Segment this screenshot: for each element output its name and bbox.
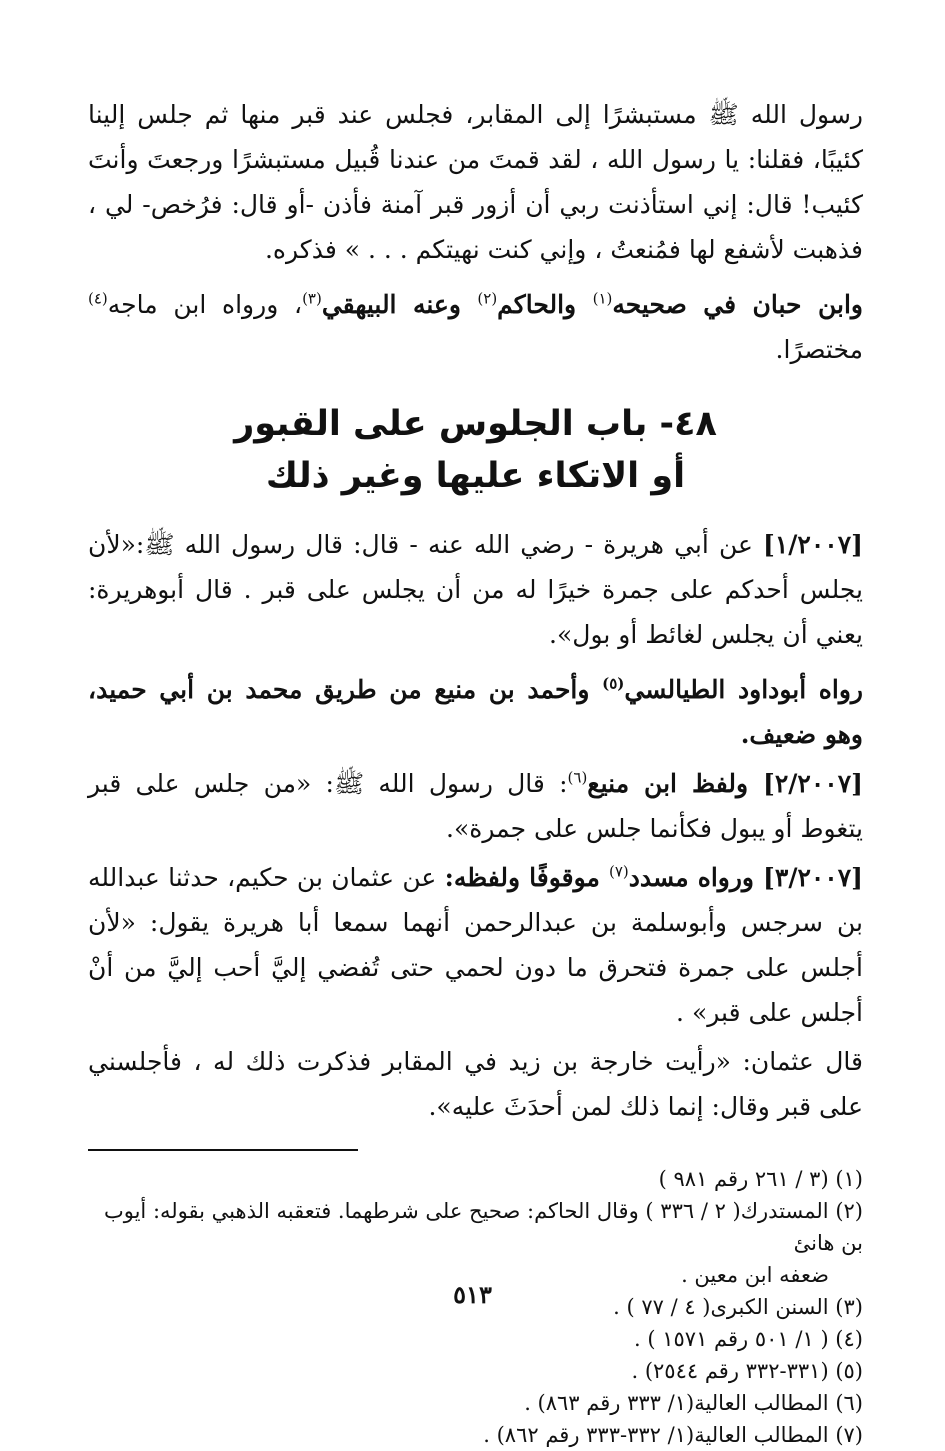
hadith-3-text: عن عثمان بن حكيم، حدثنا عبدالله بن سرجس وأبوسلمة بن عبدالرحمن أنهما سمعا أبا هريرة يقول: «لأن أجلس على جمرة فتحرق ما دون لحمي حتى تُفضي إليَّ أحب إليَّ من أنْ أجلس على قبر» . xyxy=(88,863,863,1027)
footnote-2: (٢) المستدرك( ٢ / ٣٣٦ ) وقال الحاكم: صحيح على شرطهما. فتعقبه الذهبي بقوله: أيوب بن هانئ xyxy=(103,1199,863,1255)
footnote-5: (٥) (٣٣١-٣٣٢ رقم ٢٥٤٤) . xyxy=(631,1359,863,1383)
hadith-1-number: [١/٢٠٠٧] xyxy=(763,530,863,559)
takhrij-text-a: رواه أبوداود الطيالسي xyxy=(624,675,863,704)
footnote-6: (٦) المطالب العالية(١/ ٣٣٣ رقم ٨٦٣) . xyxy=(524,1391,863,1415)
hadith-3-number: [٣/٢٠٠٧] xyxy=(763,863,864,892)
attribution-text-a: وابن حبان في صحيحه xyxy=(612,290,863,319)
footnote-ref-3[interactable]: (٣) xyxy=(302,289,322,308)
attribution-text-d: ، ورواه ابن ماجه xyxy=(107,290,303,319)
attribution-paragraph xyxy=(88,282,863,372)
hadith-2 xyxy=(88,761,863,851)
takhrij-text-b: وأحمد بن منيع من طريق محمد بن أبي حميد، وهو ضعيف. xyxy=(88,675,863,749)
hadith-1 xyxy=(88,522,863,657)
hadith-1-takhrij xyxy=(88,667,863,757)
closing-paragraph: قال عثمان: «رأيت خارجة بن زيد في المقابر فذكرت ذلك له ، فأجلسني على قبر وقال: إنما ذلك لمن أحدَثَ عليه». xyxy=(88,1047,863,1121)
attribution-text-b: والحاكم xyxy=(497,290,593,319)
footnote-7: (٧) المطالب العالية(١/ ٣٣٢-٣٣٣ رقم ٨٦٢) . xyxy=(483,1423,863,1447)
chapter-title-line-2: أو الاتكاء عليها وغير ذلك xyxy=(265,456,686,496)
attribution-text-e: مختصرًا. xyxy=(775,335,863,364)
footnote-ref-4[interactable]: (٤) xyxy=(88,289,108,308)
footnote-ref-1[interactable]: (١) xyxy=(592,289,613,308)
footnote-ref-7[interactable]: (٧) xyxy=(608,862,629,881)
footnote-2-continued: ضعفه ابن معين . xyxy=(681,1263,829,1287)
intro-paragraph: رسول الله ﷺ مستبشرًا إلى المقابر، فجلس عند قبر منها ثم جلس إلينا كئيبًا، فقلنا: يا رسول الله ، لقد قمتَ من عندنا قُبيل مستبشرًا ورجعتَ وأنتَ كئيب! قال: إني استأذنت ربي أن أزور قبر آمنة فأذن -أو قال: فرُخص- لي ، فذهبت لأشفع لها فمُنعتُ ، وإني كنت نهيتكم . . . » فذكره. xyxy=(88,100,863,264)
hadith-2-text: : قال رسول الله ﷺ: «من جلس على قبر يتغوط أو يبول فكأنما جلس على جمرة». xyxy=(88,769,863,843)
attribution-text-c: وعنه البيهقي xyxy=(321,290,478,319)
hadith-2-lead: ولفظ ابن منيع xyxy=(587,769,764,798)
footnote-4: (٤) ( ١/ ٥٠١ رقم ١٥٧١ ) . xyxy=(634,1327,863,1351)
footnote-ref-5[interactable]: (٥) xyxy=(602,674,625,693)
footnote-ref-2[interactable]: (٢) xyxy=(477,289,498,308)
hadith-2-number: [٢/٢٠٠٧] xyxy=(763,769,863,798)
footnote-rule xyxy=(88,1149,358,1151)
hadith-3-lead: ورواه مسدد xyxy=(628,863,764,892)
chapter-title xyxy=(88,398,863,502)
footnote-1: (١) (٣ / ٢٦١ رقم ٩٨١ ) xyxy=(658,1167,863,1191)
footnote-separator xyxy=(88,1129,863,1159)
hadith-3 xyxy=(88,855,863,1035)
hadith-1-text: عن أبي هريرة - رضي الله عنه - قال: قال رسول الله ﷺ:«لأن يجلس أحدكم على جمرة خيرًا له من أن يجلس على قبر . قال أبوهريرة: يعني أن يجلس لغائط أو بول». xyxy=(88,530,863,649)
hadith-3-lead-2: موقوفًا ولفظه: xyxy=(444,863,609,892)
footnote-ref-6[interactable]: (٦) xyxy=(567,768,588,787)
footnote-3: (٣) السنن الكبرى( ٤ / ٧٧ ) . xyxy=(613,1295,863,1319)
chapter-title-line-1: ٤٨- باب الجلوس على القبور xyxy=(234,404,717,444)
page-number: ٥١٣ xyxy=(453,1280,492,1309)
